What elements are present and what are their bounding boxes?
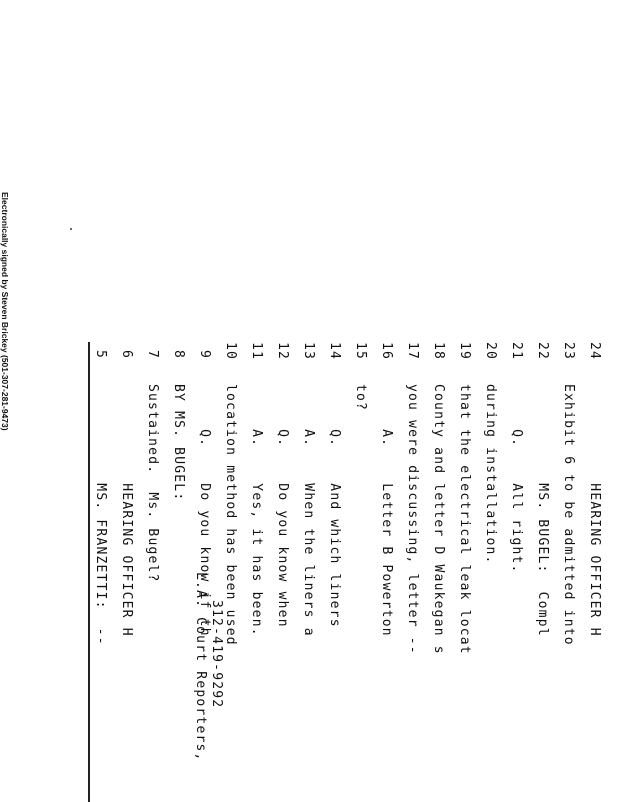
line-number: 10 [223,342,238,361]
line-text: that the electrical leak locat [457,384,472,655]
line-text: MS. FRANZETTI: -- [93,384,108,646]
line-number: 18 [431,342,446,361]
transcript-line [248,342,264,802]
footer-reporter: L.A. Court Reporters, [193,572,208,762]
line-number: 9 [197,350,212,360]
transcript-line [586,342,602,802]
line-number: 19 [457,342,472,361]
line-number: 12 [275,342,290,361]
line-text: Q. And which liners [327,384,342,628]
footer-phone: 312-419-9292 [209,600,224,709]
line-text: A. When the liners a [301,384,316,637]
line-number: 7 [145,350,160,360]
transcript-line [378,342,394,802]
transcript-line [508,342,524,802]
line-text: HEARING OFFICER H [119,384,134,637]
line-text: A. Letter B Powerton [379,384,394,637]
transcript-line [534,342,550,802]
line-number: 13 [301,342,316,361]
line-text: location method has been used [223,384,238,646]
line-number: 22 [535,342,550,361]
line-number: 6 [119,350,134,360]
line-number: 20 [483,342,498,361]
line-text: Q. Do you know if th [197,384,212,637]
line-number: 17 [405,342,420,361]
transcript-line [326,342,342,802]
electronic-signature-note: Electronically signed by Steven Brickey (501-307-281-9473) [0,192,10,431]
line-text: Q. Do you know when [275,384,290,628]
line-text: you were discussing, letter -- [405,384,420,655]
line-text: A. Yes, it has been. [249,384,264,637]
line-text: Exhibit 6 to be admitted into [561,384,576,646]
line-text: County and letter D Waukegan s [431,384,446,655]
line-text: HEARING OFFICER H [587,384,602,637]
transcript-line [274,342,290,802]
line-number: 8 [171,350,186,360]
transcript-line [404,342,420,802]
transcript-line [300,342,316,802]
transcript-line [92,342,108,802]
line-number: 14 [327,342,342,361]
transcript-line [560,342,576,802]
line-number: 16 [379,342,394,361]
transcript-line [456,342,472,802]
line-text: during installation. [483,384,498,565]
line-number: 11 [249,342,264,361]
transcript-line [118,342,134,802]
transcript-line [222,342,238,802]
line-text: Sustained. Ms. Bugel? [145,384,160,583]
transcript-line [144,342,160,802]
speck [70,228,72,230]
line-text: MS. BUGEL: Compl [535,384,550,637]
line-number: 15 [353,342,368,361]
left-margin-rule [88,342,90,802]
line-number: 23 [561,342,576,361]
line-number: 21 [509,342,524,361]
transcript-line [352,342,368,802]
line-number: 24 [587,342,602,361]
transcript-line [482,342,498,802]
transcript-line [170,342,186,802]
transcript-sheet [88,342,618,802]
line-text: to? [353,384,368,412]
line-text: Q. All right. [509,384,524,574]
line-number: 5 [93,350,108,360]
transcript-line [430,342,446,802]
line-text: BY MS. BUGEL: [171,384,186,502]
